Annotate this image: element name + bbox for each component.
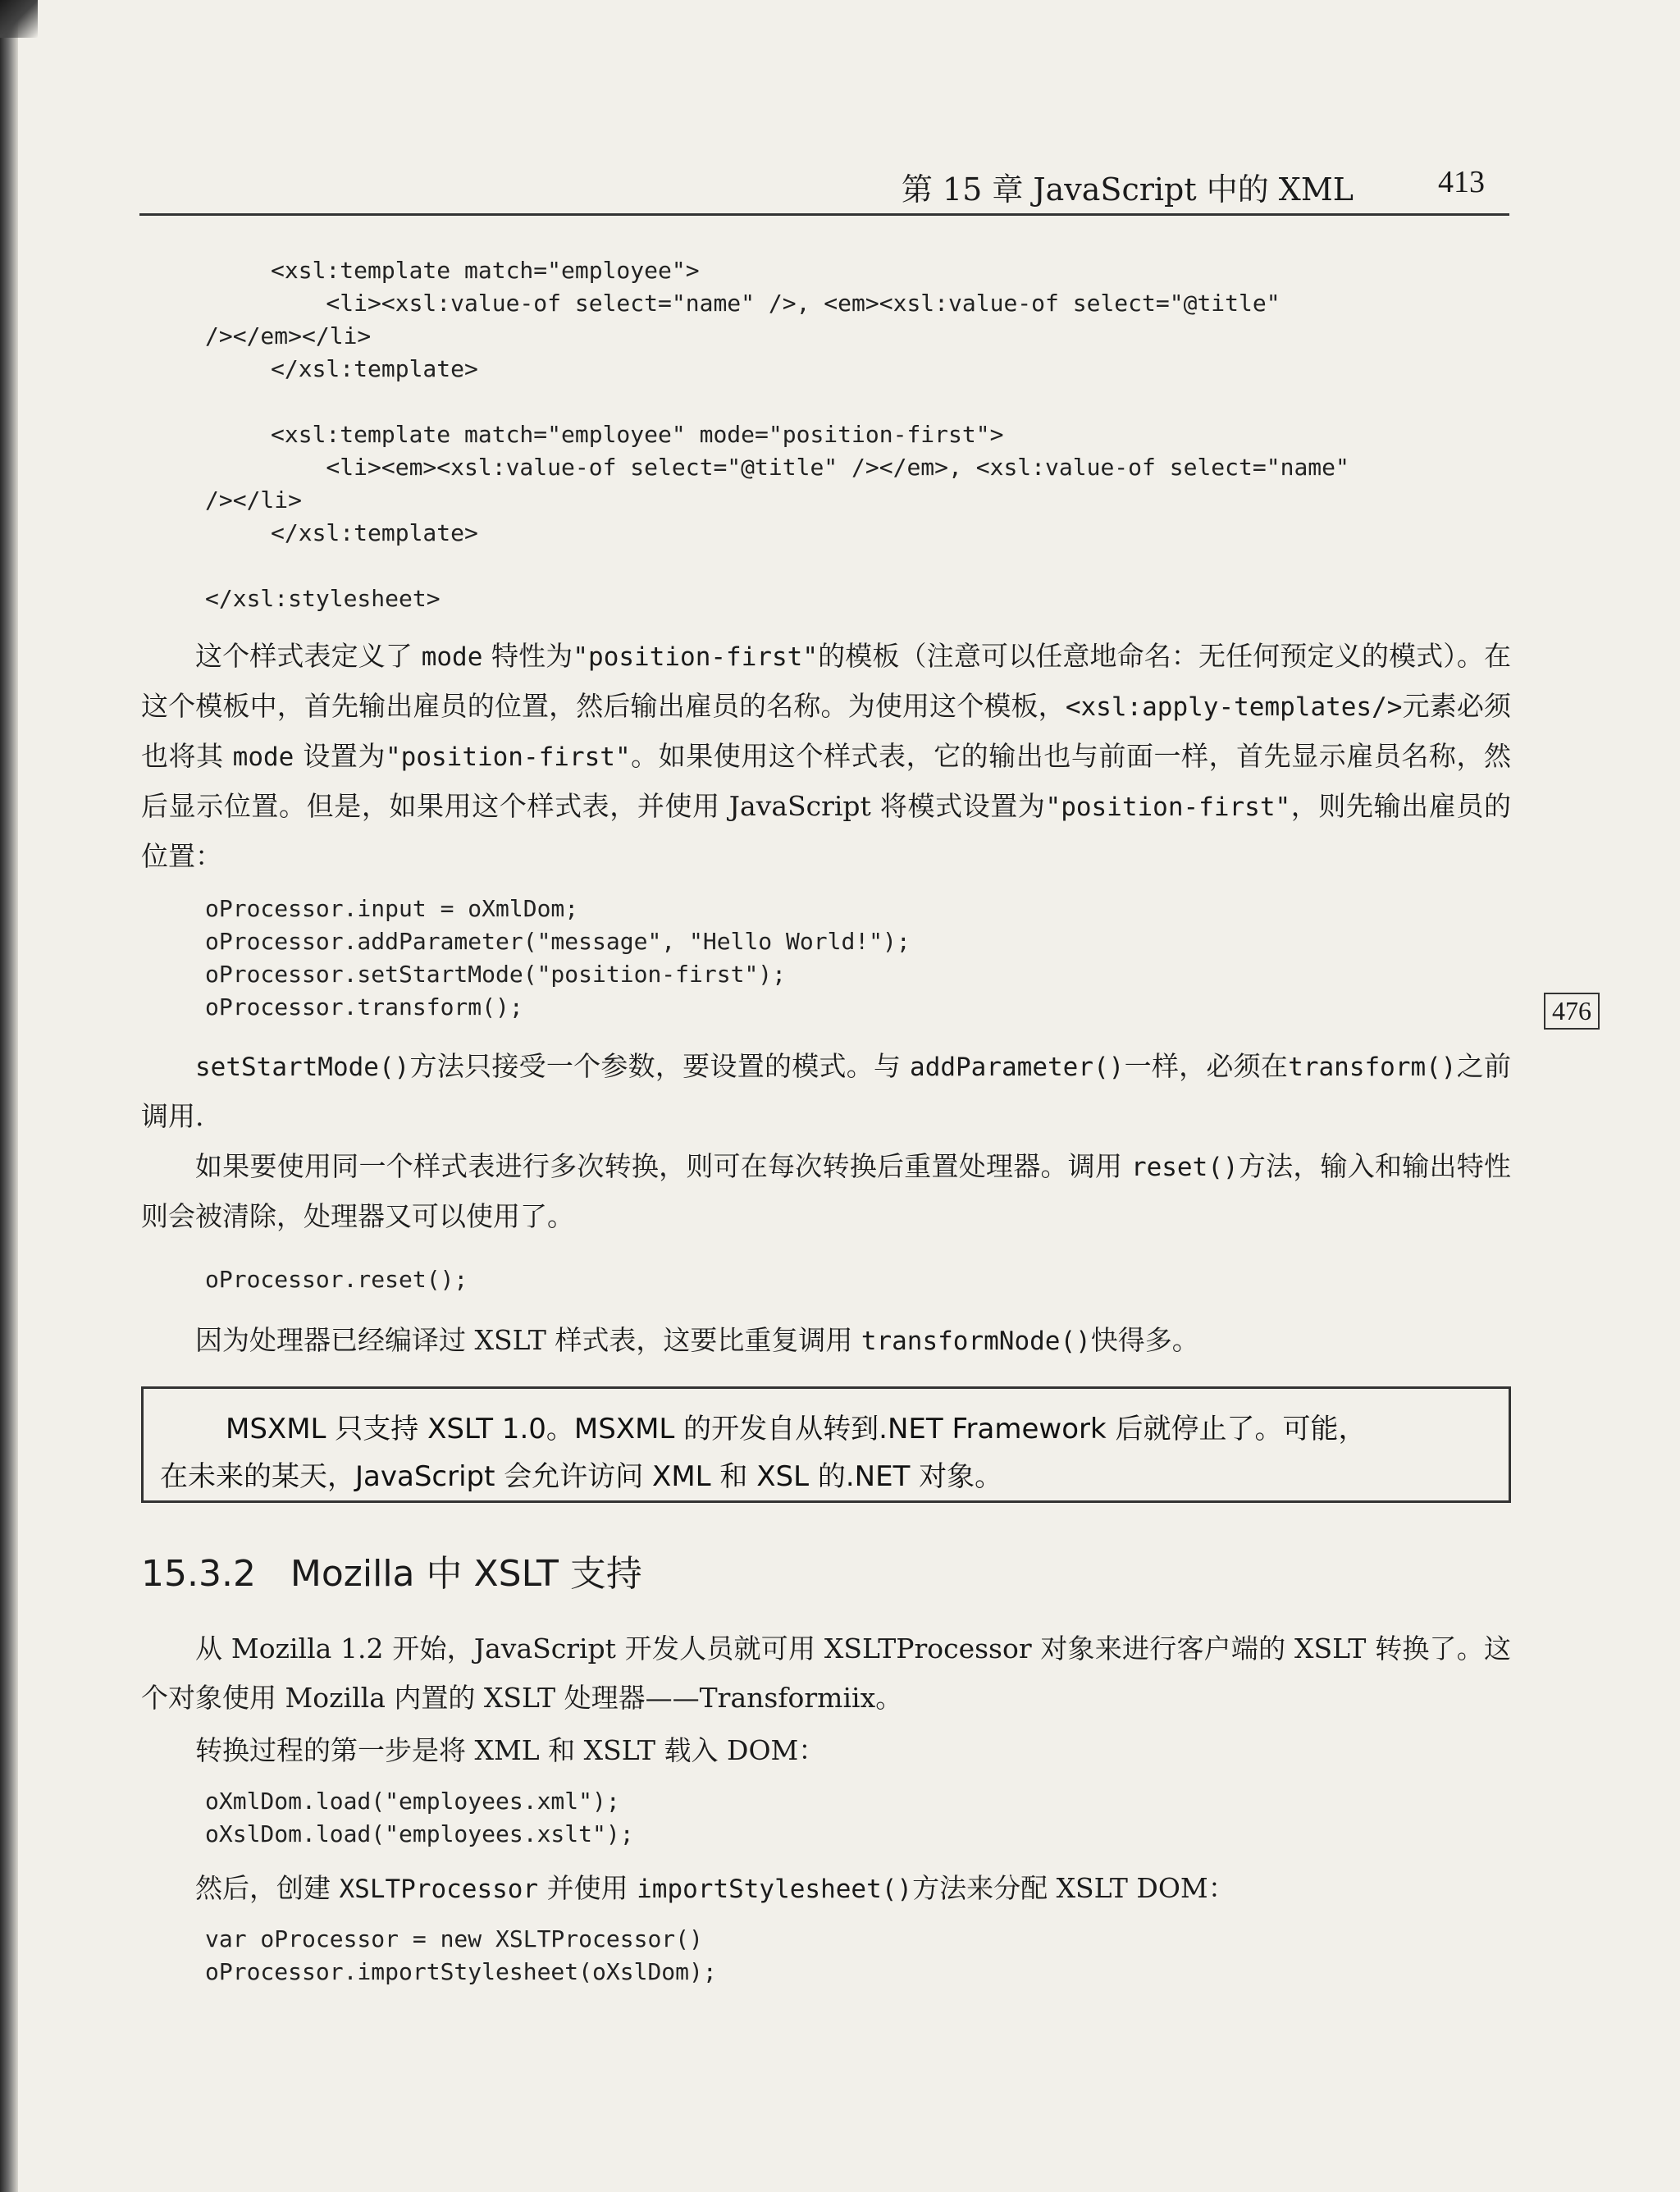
code-line: oProcessor.addParameter("message", "Hello World!"); <box>205 928 911 955</box>
chapter-title: 第 15 章 JavaScript 中的 XML <box>901 171 1354 208</box>
text: 一样，必须在 <box>1124 1050 1289 1082</box>
running-header <box>139 156 1509 216</box>
text: 如果要使用同一个样式表进行多次转换，则可在每次转换后重置处理器。调用 <box>195 1150 1131 1182</box>
code-line: </xsl:template> <box>271 355 478 382</box>
code-line: oProcessor.importStylesheet(oXslDom); <box>205 1958 717 1985</box>
text: 并使用 <box>538 1872 637 1904</box>
code-line: /></em></li> <box>205 322 372 349</box>
inline-code: "position-first" <box>1045 792 1291 822</box>
inline-code: setStartMode() <box>195 1053 410 1082</box>
inline-code: reset() <box>1130 1153 1239 1182</box>
code-line: var oProcessor = new XSLTProcessor() <box>205 1925 703 1952</box>
section-heading: 15.3.2 Mozilla 中 XSLT 支持 <box>141 1553 642 1595</box>
inline-code: addParameter() <box>910 1053 1125 1082</box>
code-line: oProcessor.setStartMode("position-first"); <box>205 961 787 988</box>
code-line: oProcessor.transform(); <box>205 993 523 1021</box>
inline-code: importStylesheet() <box>637 1875 913 1904</box>
note-box <box>141 1386 1511 1503</box>
page-number: 413 <box>1438 165 1485 199</box>
text: ，则先输出雇员的位置： <box>141 790 1511 872</box>
inline-code: <xsl:apply-templates/> <box>1065 692 1403 722</box>
margin-page-reference: 476 <box>1544 993 1600 1030</box>
paragraph-reset <box>141 1142 1511 1241</box>
text: 然后，创建 <box>195 1872 340 1904</box>
code-line: <li><em><xsl:value-of select="@title" /></em>, <xsl:value-of select="name" <box>271 454 1349 481</box>
code-line: <xsl:template match="employee" mode="position-first"> <box>271 421 1004 448</box>
text: 元素必须也将其 <box>141 690 1512 772</box>
text: 方法，输入和输出特性则会被清除，处理器又可以使用了。 <box>141 1150 1512 1232</box>
inline-code: mode <box>421 642 483 672</box>
inline-code: transform() <box>1288 1053 1457 1082</box>
paragraph-setstartmode <box>141 1042 1511 1141</box>
text: 方法来分配 XSLT DOM： <box>912 1872 1235 1904</box>
inline-code: "position-first" <box>386 742 631 772</box>
code-line: <li><xsl:value-of select="name" />, <em><xsl:value-of select="@title" <box>271 290 1281 317</box>
text: 快得多。 <box>1090 1324 1199 1356</box>
code-line: <xsl:template match="employee"> <box>271 257 700 284</box>
text: 。如果使用这个样式表，它的输出也与前面一样，首先显示雇员名称，然后显示位置。但是，如果用这个样式表，并使用 JavaScript 将模式设置为 <box>141 740 1511 822</box>
note-line: 在未来的某天，JavaScript 会允许访问 XML 和 XSL 的.NET 对象。 <box>160 1460 1003 1493</box>
paragraph-compiled <box>141 1316 1511 1366</box>
text: 这个样式表定义了 <box>195 640 422 672</box>
code-line: </xsl:stylesheet> <box>205 585 441 612</box>
code-line: /></li> <box>205 486 303 514</box>
paragraph-mode-explanation <box>141 632 1511 881</box>
book-spine-shadow <box>0 0 18 2192</box>
inline-code: transformNode() <box>861 1327 1091 1356</box>
text: 特性为 <box>482 640 573 672</box>
text: 设置为 <box>294 740 386 772</box>
inline-code: mode <box>232 742 294 772</box>
text: 之前调用. <box>141 1050 1512 1132</box>
code-line: oProcessor.input = oXmlDom; <box>205 895 579 922</box>
code-line: </xsl:template> <box>271 519 478 546</box>
text: 的模板（注意可以任意地命名：无任何预定义的模式）。在这个模板中，首先输出雇员的位置，然后输出雇员的名称。为使用这个模板， <box>141 640 1511 722</box>
inline-code: "position-first" <box>573 642 819 672</box>
code-line: oXmlDom.load("employees.xml"); <box>205 1788 620 1815</box>
paragraph-create-processor <box>141 1864 1511 1914</box>
code-line: oXslDom.load("employees.xslt"); <box>205 1820 634 1847</box>
text: 因为处理器已经编译过 XSLT 样式表，这要比重复调用 <box>195 1324 861 1356</box>
paragraph-load-dom: 转换过程的第一步是将 XML 和 XSLT 载入 DOM： <box>195 1734 826 1766</box>
page-corner-shadow <box>0 0 38 38</box>
note-line: MSXML 只支持 XSLT 1.0。MSXML 的开发自从转到.NET Framework 后就停止了。可能， <box>226 1413 1367 1445</box>
text: 方法只接受一个参数，要设置的模式。与 <box>409 1050 911 1082</box>
paragraph-mozilla-intro: 从 Mozilla 1.2 开始，JavaScript 开发人员就可用 XSLTProcessor 对象来进行客户端的 XSLT 转换了。这个对象使用 Mozilla 内置的 XSLT 处理器——Transformiix。 <box>141 1633 1511 1714</box>
code-line: oProcessor.reset(); <box>205 1266 468 1293</box>
inline-code: XSLTProcessor <box>339 1875 539 1904</box>
